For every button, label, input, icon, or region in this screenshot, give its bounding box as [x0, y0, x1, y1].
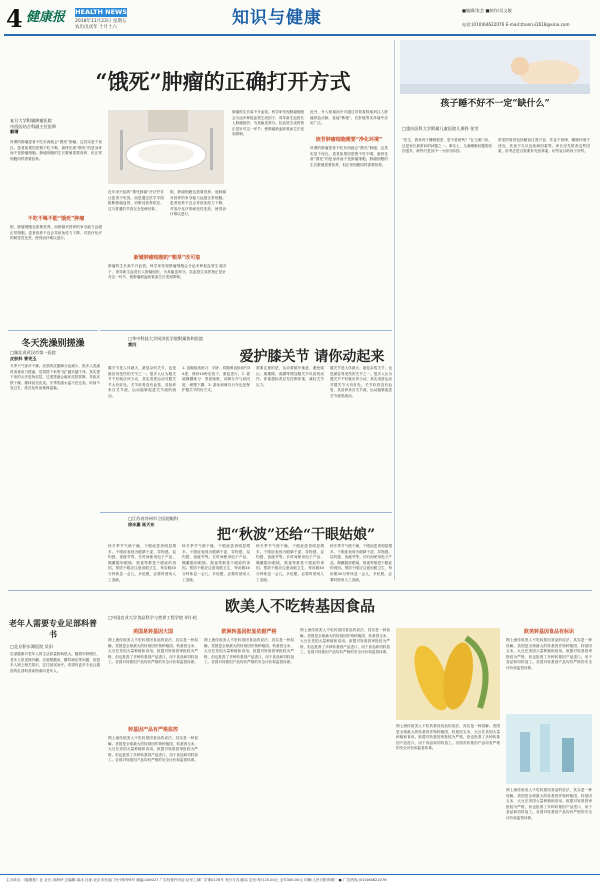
feature-body-e: 肿瘤的生长离不开血管。科学家发现肿瘤细胞会分泌多种促血管生成因子，诱导新生血管长入肿瘤组织，为其输送养分。抗血管生成药物正是针对这一环节，使肿瘤缺血缺氧而生长受到抑制。	[232, 110, 304, 137]
winter-byline-author: 皮肤科 曾宪玉	[10, 355, 37, 361]
lab-photo	[506, 714, 592, 784]
page-number: 4	[6, 4, 23, 33]
feature-subhead-1: 不吃不喝不能“饿死”肿瘤	[27, 216, 85, 222]
feature-byline-unit2: 中西医结合科副主任医师	[10, 123, 57, 129]
knee-top-rule	[100, 330, 392, 331]
knee-body-c: 需要注意的是，运动要循序渐进，避免爬山、爬楼梯、深蹲等增加膝关节负担的动作。体重超标者应先控制体重，减轻关节压力。	[256, 366, 324, 387]
feature-subhead-3: 核苷肿瘤细胞需要“净化环境”	[315, 137, 383, 143]
issue-date: 2018年11月23日 星期五	[75, 19, 127, 24]
knee-body-d: 膝关节是人体最大、最复杂的关节，也是最容易受伤的关节之一。很多人认为膝关节不好就应该少动，其实适度运动对膝关节大有好处。关节软骨没有血管，其营养来自关节液，运动能够促进关节液的流动。	[330, 366, 392, 398]
gm-subhead-2: 欧洲转基因批复依据严格	[221, 629, 277, 635]
gm-body-f: 网上流传欧美人不吃转基因食品的说法，其实是一种误解。美国是全球最大的转基因作物种植国，转基因玉米、大豆在美国大量种植和食用。欧盟对转基因审批较为严格，但也批准了多种转基因产品进口，用于食品和饲料加工。各国对转基因产品均有严格的安全评价和监管体系。	[506, 638, 592, 670]
gm-title: 欧美人不吃转基因食品	[224, 597, 375, 615]
feature-byline-unit: 复旦大学附属肿瘤医院	[10, 118, 52, 123]
sidebar-divider	[394, 40, 395, 580]
child-photo	[400, 40, 590, 94]
knee-body-b: 1. 直腿抬高练习：平卧，将腿伸直抬高约30度，保持10秒后放下，重复进行。2. 靠墙静蹲练习：背靠墙壁，双脚分开与肩同宽，缓慢下蹲。3. 游泳和骑自行车也是保护膝关节的好方式。	[182, 366, 250, 393]
gm-body-g: 网上流传欧美人不吃转基因食品的说法，其实是一种误解。美国是全球最大的转基因作物种植国，转基因玉米、大豆在美国大量种植和食用。欧盟对转基因审批较为严格，但也批准了多种转基因产品进口，用于食品和饲料加工。各国对转基因产品均有严格的安全评价和监管体系。	[506, 788, 592, 820]
gm-body-b: 网上流传欧美人不吃转基因食品的说法，其实是一种误解。美国是全球最大的转基因作物种植国，转基因玉米、大豆在美国大量种植和食用。欧盟对转基因审批较为严格，但也批准了多种转基因产品进口，用于食品和饲料加工。各国对转基因产品均有严格的安全评价和监管体系。	[108, 736, 198, 763]
feature-body-c2: 胆，肿瘤细胞也需要营养，而肿瘤对营养的争夺能力远超正常细胞。患者营养不良会导致免疫力下降，对放疗化疗的耐受性变差，使得治疗难以进行。	[170, 190, 226, 217]
header-rule	[4, 34, 596, 36]
feature-body-g: 所谓的肿瘤患者不吃东西就会“饿死”肿瘤，这其实是个误区。患者如果因恐惧不吃不喝，最终先被“饿死”的是身体而不是肿瘤细胞。肿瘤细胞的生长繁殖需要营养，但正常细胞同样需要营养。	[310, 146, 388, 167]
winter-title: 冬天洗澡别搓澡	[21, 339, 85, 349]
sidebar-byline: □重庆医科大学附属儿童医院儿保科 张雪	[402, 126, 479, 131]
feature-byline	[10, 118, 100, 135]
gm-body-e: 网上流传欧美人不吃转基因食品的说法，其实是一种误解。美国是全球最大的转基因作物种植国，转基因玉米、大豆在美国大量种植和食用。欧盟对转基因审批较为严格，但也批准了多种转基因产品进口，用于食品和饲料加工。各国对转基因产品均有严格的安全评价和监管体系。	[396, 724, 500, 751]
winter-byline-unit: □湖北省武汉市第一医院	[10, 350, 56, 355]
winter-top-rule	[8, 330, 98, 331]
feature-body-c: 近年来兴起的“饿死肿瘤”疗法并非让患者不吃饭，而是通过医学手段阻断肿瘤血管，切断其营养供应，这与普通的节食完全是两回事。	[108, 190, 164, 211]
feature-title: “饿死”肿瘤的正确打开方式	[95, 69, 351, 94]
gm-body-d: 网上流传欧美人不吃转基因食品的说法，其实是一种误解。美国是全球最大的转基因作物种植国，转基因玉米、大豆在美国大量种植和食用。欧盟对转基因审批较为严格，但也批准了多种转基因产品进口，用于食品和饲料加工。各国对转基因产品均有严格的安全评价和监管体系。	[300, 628, 390, 655]
knee-body-a: 膝关节是人体最大、最复杂的关节，也是最容易受伤的关节之一。很多人认为膝关节不好就应该少动，其实适度运动对膝关节大有好处。关节软骨没有血管，其营养来自关节液，运动能够促进关节液的流动。	[108, 366, 176, 398]
contact-line: 电话:(010)64622076 E-mail:zhanrui1618@sina.com	[462, 22, 570, 27]
elderly-title: 老年人需要专业足部科普书	[9, 618, 97, 639]
gm-subhead-4: 欧美转基因食品有标识	[523, 629, 574, 635]
autumn-body-b: 秋冬季节气候干燥，干眼症患者明显增多。干眼症表现为眼睛干涩、异物感、烧灼感、视疲劳等。长时间使用电子产品、佩戴隐形眼镜、熬夜等都是干眼症的诱因。预防干眼应注意用眼卫生，每用眼40分钟休息一会儿，多眨眼，必要时使用人工泪液。	[182, 544, 250, 582]
news-badge: HEALTH NEWS	[75, 8, 127, 16]
gm-top-rule	[8, 590, 592, 591]
autumn-title: 把“秋波”还给“干眼姑娘”	[216, 527, 376, 543]
gm-subhead-3: 转基因产品有严格监控	[127, 727, 178, 733]
feature-body-b: 胆，肿瘤细胞也需要营养，而肿瘤对营养的争夺能力远超正常细胞。患者营养不良会导致免疫力下降，对放疗化疗的耐受性变差，使得治疗难以进行。	[10, 225, 102, 241]
autumn-byline-author: 徐冰嘉 陈天东	[128, 521, 155, 527]
newspaper-logo: 健康报	[26, 10, 66, 25]
feature-body-a: 所谓的肿瘤患者不吃东西就会“饿死”肿瘤，这其实是个误区。患者如果因恐惧不吃不喝，最终先被“饿死”的是身体而不是肿瘤细胞。肿瘤细胞的生长繁殖需要营养，但正常细胞同样需要营养。	[10, 140, 102, 161]
lunar-date: 农历戊戌年 十月十六	[75, 25, 117, 30]
editor-line: ■编辑/张芸 ■制作/吴文敏	[462, 8, 512, 13]
gm-body-c: 网上流传欧美人不吃转基因食品的说法，其实是一种误解。美国是全球最大的转基因作物种植国，转基因玉米、大豆在美国大量种植和食用。欧盟对转基因审批较为严格，但也批准了多种转基因产品进口，用于食品和饲料加工。各国对转基因产品均有严格的安全评价和监管体系。	[204, 638, 294, 665]
knee-title: 爱护膝关节 请你动起来	[239, 349, 385, 365]
autumn-body-d: 秋冬季节气候干燥，干眼症患者明显增多。干眼症表现为眼睛干涩、异物感、烧灼感、视疲劳等。长时间使用电子产品、佩戴隐形眼镜、熬夜等都是干眼症的诱因。预防干眼应注意用眼卫生，每用眼40分钟休息一会儿，多眨眼，必要时使用人工泪液。	[330, 544, 392, 582]
autumn-byline-unit: □江苏省苏州市立医院眼科	[128, 516, 179, 521]
section-title: 知识与健康	[232, 8, 322, 28]
autumn-top-rule	[100, 512, 392, 513]
autumn-body-c: 秋冬季节气候干燥，干眼症患者明显增多。干眼症表现为眼睛干涩、异物感、烧灼感、视疲劳等。长时间使用电子产品、佩戴隐形眼镜、熬夜等都是干眼症的诱因。预防干眼应注意用眼卫生，每用眼40分钟休息一会儿，多眨眼，必要时使用人工泪液。	[256, 544, 324, 582]
feature-body-d: 肿瘤的生长离不开血管。科学家发现肿瘤细胞会分泌多种促血管生成因子，诱导新生血管长入肿瘤组织，为其输送养分。抗血管生成药物正是针对这一环节，使肿瘤缺血缺氧而生长受到抑制。	[108, 264, 226, 280]
feature-subhead-2: 新辅肿瘤细胞的“粮草”改可取	[133, 255, 201, 261]
winter-byline	[10, 350, 98, 361]
gm-body-a: 网上流传欧美人不吃转基因食品的说法，其实是一种误解。美国是全球最大的转基因作物种植国，转基因玉米、大豆在美国大量种植和食用。欧盟对转基因审批较为严格，但也批准了多种转基因产品进口，用于食品和饲料加工。各国对转基因产品均有严格的安全评价和监管体系。	[108, 638, 198, 665]
winter-body: 冬季天气寒冷干燥，皮肤的皮脂腺分泌减少，很多人洗澡时喜欢用力搓澡，觉得搓下来的“泥”越多越干净。其实搓下来的大多是角质层，过度搓澡会破坏皮肤屏障，导致皮肤干燥、瘙痒甚至皮炎。冬季洗澡水温不宜过高，时间不宜过长，洗后及时涂抹保湿霜。	[10, 364, 100, 391]
sidebar-title: 孩子睡不好不一定“缺什么”	[440, 99, 550, 109]
elderly-body: 足部健康对老年人的生活质量影响很大。随着年龄增长，老年人常见拇外翻、足底筋膜炎、糖尿病足等问题，但很多人缺乏相关知识，往往延误治疗。希望有更多专业且通俗的足部科普读物面向老年人。	[10, 652, 100, 673]
corn-photo	[396, 628, 500, 720]
gm-subhead-1: 美国是转基因大国	[132, 629, 173, 635]
feature-byline-author: 解婧	[10, 129, 19, 134]
gm-byline: □中国农业大学食品科学与营养工程学院 胡小松	[108, 615, 198, 620]
knee-byline-author: 黄四	[128, 341, 137, 347]
plate-photo	[108, 110, 224, 184]
sidebar-body-b: 常见的原因包括睡前过度兴奋、作息不规律、睡眠环境不适宜、饮食不当以及疾病因素等。家长应先排查这些因素，再考虑是否需要补充营养素，切勿盲目给孩子补钙。	[498, 138, 590, 154]
elderly-byline: □北京积水潭医院 吴旧	[10, 644, 53, 649]
knee-byline-unit: □华中科技大学同济医学院附属协和医院	[128, 336, 204, 341]
page-footer: 主办单位:《健康报》社 社长:邓海华 总编辑:周冰 社址:北京市东直门外小街甲6号 邮编:100027 广告经营许可证:京东工商广字第0178号 发行方式:邮局 定价:每月25.00元 全年300.00元 印刷:人民日报印刷厂 ● 广告热线:(010)64622076	[0, 874, 600, 886]
autumn-body-a: 秋冬季节气候干燥，干眼症患者明显增多。干眼症表现为眼睛干涩、异物感、烧灼感、视疲劳等。长时间使用电子产品、佩戴隐形眼镜、熬夜等都是干眼症的诱因。预防干眼应注意用眼卫生，每用眼40分钟休息一会儿，多眨眼，必要时使用人工泪液。	[108, 544, 176, 582]
sidebar-body-a: “医生，我家孩子睡眠很差，是不是缺钙？”在儿保门诊，这是家长最常问的问题之一。事实上，儿童睡眠问题的原因很多，缺钙只是其中一小部分原因。	[402, 138, 492, 154]
feature-body-f: 此外，介入栓塞治疗可通过导管将栓塞剂注入肿瘤供血动脉，直接“断粮”，在肝癌等实体瘤中应用广泛。	[310, 110, 388, 126]
